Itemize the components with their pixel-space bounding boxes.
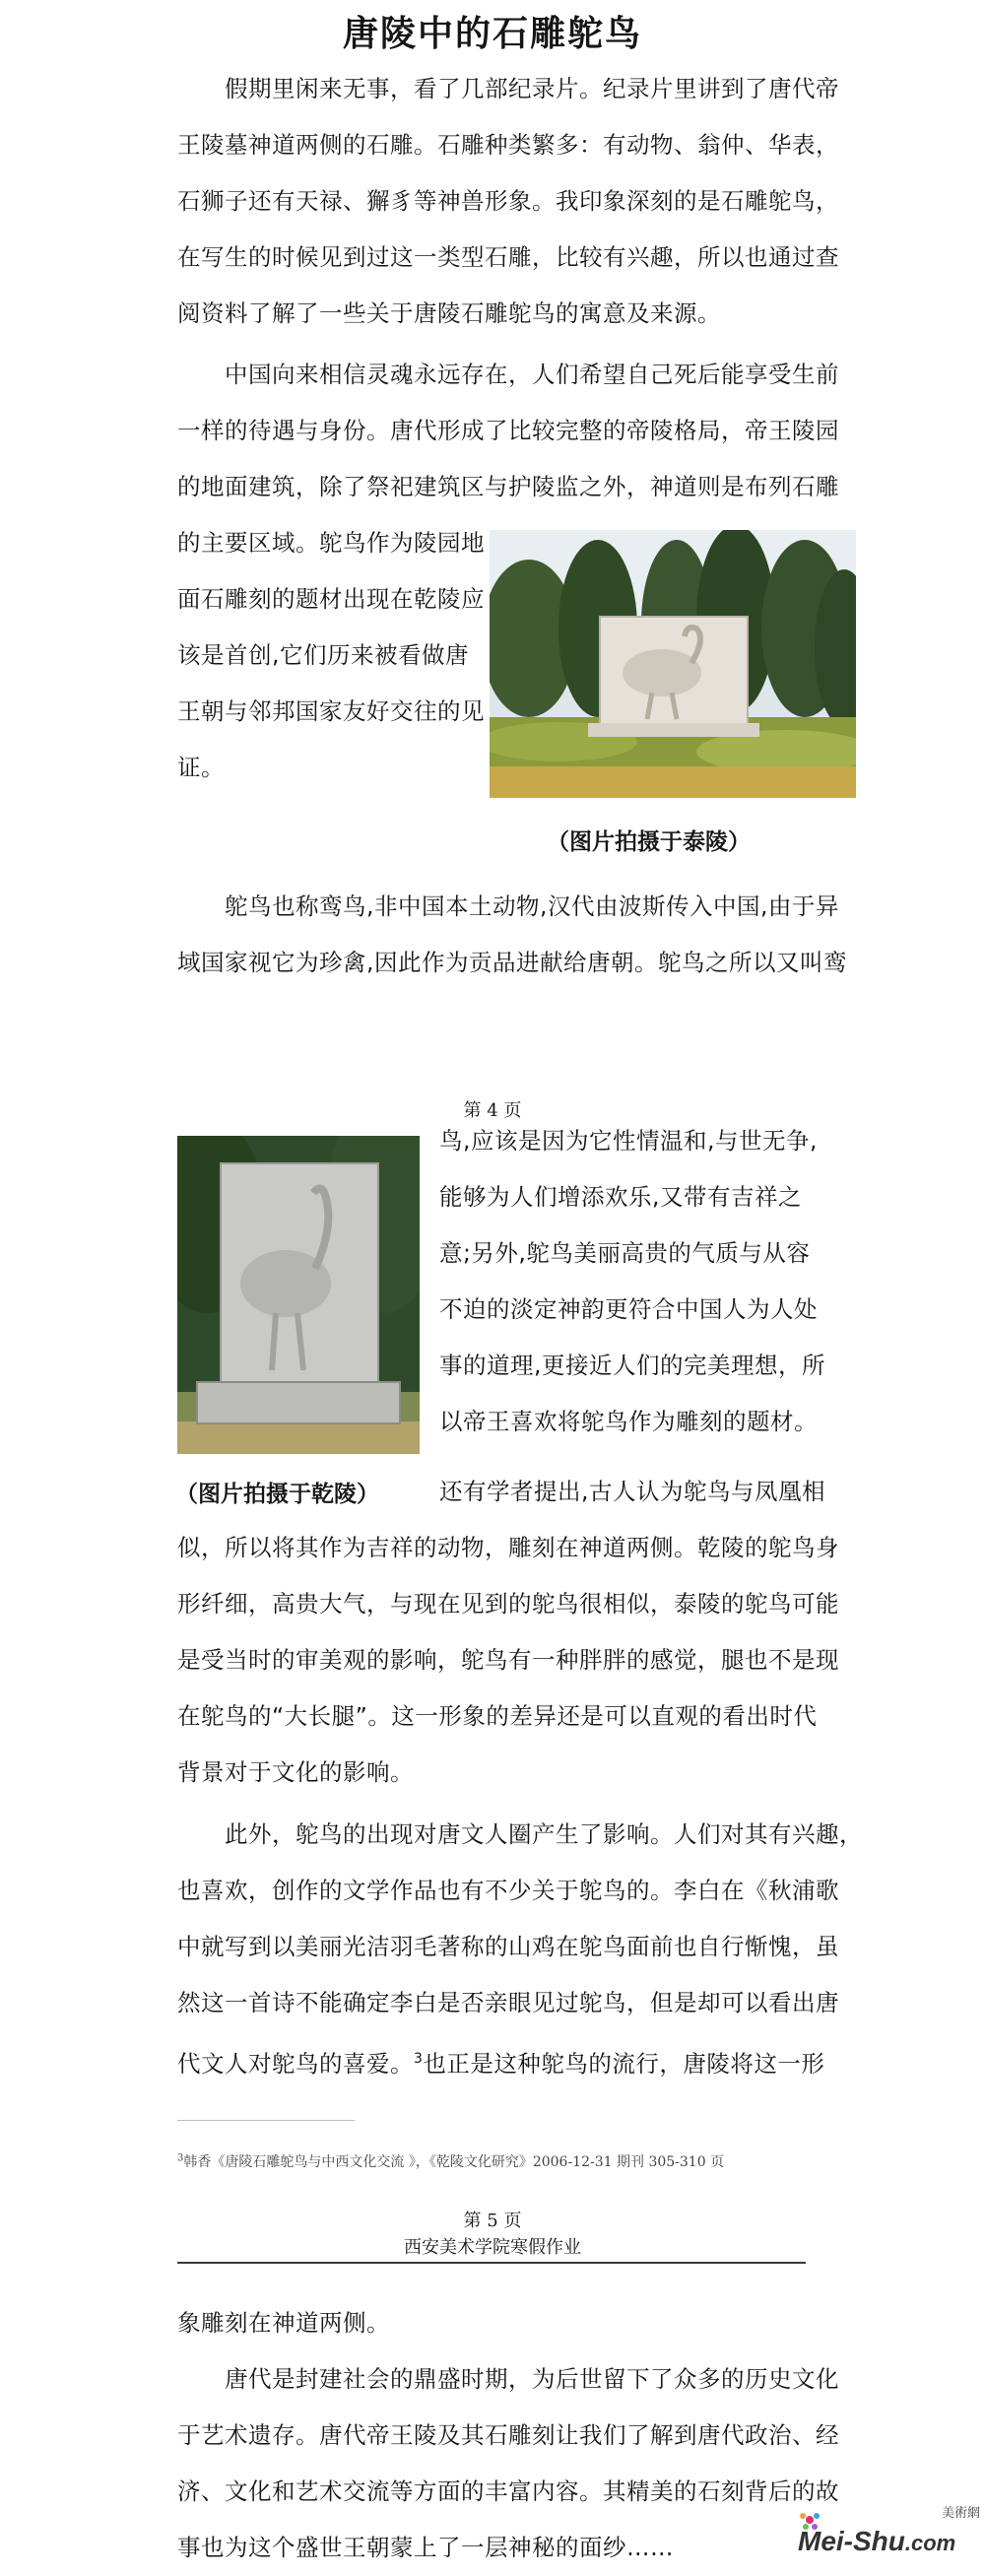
- text-line: 还有学者提出,古人认为鸵鸟与凤凰相: [439, 1478, 825, 1505]
- paragraph-comparison: [177, 1520, 839, 1801]
- watermark-small-text: 美術網: [941, 2505, 980, 2520]
- footer-school: 西安美术学院寒假作业: [404, 2237, 581, 2258]
- text-line: 中国向来相信灵魂永远存在，人们希望自己死后能享受生前: [177, 361, 839, 388]
- footer-rule: [177, 2262, 806, 2264]
- paragraph-meaning: [439, 1113, 825, 1450]
- text-line: 意;另外,鸵鸟美丽高贵的气质与从容: [439, 1239, 811, 1267]
- text-line: 以帝王喜欢将鸵鸟作为雕刻的题材。: [439, 1408, 818, 1435]
- footnote-ref[interactable]: 3: [414, 2051, 424, 2067]
- paragraph-origin: [177, 879, 847, 991]
- text-line: 面石雕刻的题材出现在乾陵应: [177, 585, 485, 613]
- text-line: 唐代是封建社会的鼎盛时期，为后世留下了众多的历史文化: [177, 2365, 839, 2393]
- text-line: 证。: [177, 754, 225, 781]
- footnote-mark: 3: [177, 2152, 184, 2164]
- text-line: 形纤细，高贵大气，与现在见到的鸵鸟很相似，泰陵的鸵鸟可能: [177, 1590, 839, 1618]
- paragraph-intro: [177, 61, 839, 342]
- text-line: 不迫的淡定神韵更符合中国人为人处: [439, 1295, 818, 1323]
- text-line: 似，所以将其作为吉祥的动物，雕刻在神道两侧。乾陵的鸵鸟身: [177, 1534, 839, 1561]
- footnote-separator: [177, 2120, 355, 2121]
- text-line: [177, 2031, 825, 2092]
- text-line: 的地面建筑，除了祭祀建筑区与护陵监之外，神道则是布列石雕: [177, 473, 839, 500]
- text-line: 王陵墓神道两侧的石雕。石雕种类繁多：有动物、翁仲、华表，: [177, 131, 839, 159]
- paragraph-conclusion-lead: [177, 2295, 808, 2351]
- text-line: 中就写到以美丽光洁羽毛著称的山鸡在鸵鸟面前也自行惭愧，虽: [177, 1933, 839, 1960]
- text-line: 于艺术遗存。唐代帝王陵及其石雕刻让我们了解到唐代政治、经: [177, 2421, 839, 2449]
- text-line: 王朝与邻邦国家友好交往的见: [177, 697, 485, 725]
- text-line: 能够为人们增添欢乐,又带有吉祥之: [439, 1183, 802, 1211]
- text-line: 一样的待遇与身份。唐代形成了比较完整的帝陵格局，帝王陵园: [177, 417, 839, 444]
- text-line: 在写生的时候见到过这一类型石雕，比较有兴趣，所以也通过查: [177, 243, 839, 271]
- text-line: 鸟,应该是因为它性情温和,与世无争,: [439, 1127, 818, 1155]
- photo-tailing-ostrich: [490, 530, 856, 798]
- text-line: 域国家视它为珍禽,因此作为贡品进献给唐朝。鸵鸟之所以又叫鸾: [177, 949, 847, 976]
- text-line: 事也为这个盛世王朝蒙上了一层神秘的面纱……: [177, 2534, 674, 2561]
- text-line: 该是首创,它们历来被看做唐: [177, 641, 469, 669]
- photo-caption: （图片拍摄于泰陵）: [547, 829, 751, 855]
- text-line: 是受当时的审美观的影响，鸵鸟有一种胖胖的感觉，腿也不是现: [177, 1646, 839, 1674]
- text-line: 此外，鸵鸟的出现对唐文人圈产生了影响。人们对其有兴趣，: [177, 1820, 863, 1848]
- text-line: 象雕刻在神道两侧。: [177, 2309, 390, 2337]
- text-line: 阅资料了解了一些关于唐陵石雕鸵鸟的寓意及来源。: [177, 299, 721, 327]
- page-number: 第 4 页: [463, 1100, 522, 1121]
- text-line: 的主要区域。鸵鸟作为陵园地: [177, 529, 485, 557]
- photo-caption: （图片拍摄于乾陵）: [175, 1482, 379, 1507]
- text-line: 在鸵鸟的“大长腿”。这一形象的差异还是可以直观的看出时代: [177, 1702, 818, 1730]
- text-line: 事的道理,更接近人们的完美理想，所: [439, 1352, 825, 1379]
- text-line: 然这一首诗不能确定李白是否亲眼见过鸵鸟，但是却可以看出唐: [177, 1989, 839, 2016]
- text-line: 也喜欢，创作的文学作品也有不少关于鸵鸟的。李白在《秋浦歌: [177, 1877, 839, 1904]
- text-line: 假期里闲来无事，看了几部纪录片。纪录片里讲到了唐代帝: [177, 75, 839, 102]
- page-number: 第 5 页: [463, 2211, 522, 2231]
- paragraph-literati: [177, 1807, 863, 2092]
- text-line: 背景对于文化的影响。: [177, 1758, 414, 1786]
- text-line: 济、文化和艺术交流等方面的丰富内容。其精美的石刻背后的故: [177, 2477, 839, 2505]
- paragraph-conclusion: [177, 2351, 839, 2576]
- page-title: 唐陵中的石雕鸵鸟: [342, 14, 642, 54]
- text-fragment: 也正是这种鸵鸟的流行，唐陵将这一形: [423, 2049, 825, 2078]
- watermark-suffix-text: .com: [904, 2531, 956, 2555]
- text-fragment: 代文人对鸵鸟的喜爱。: [177, 2049, 414, 2078]
- photo-qianling-ostrich: [177, 1136, 420, 1454]
- watermark-logo: [798, 2502, 980, 2565]
- footnote: [177, 2151, 724, 2171]
- watermark-main-text: Mei-Shu: [798, 2526, 905, 2556]
- text-line: 石狮子还有天禄、獬豸等神兽形象。我印象深刻的是石雕鸵鸟，: [177, 187, 839, 215]
- text-line: 鸵鸟也称鸾鸟,非中国本土动物,汉代由波斯传入中国,由于异: [177, 892, 839, 920]
- footnote-text: 韩香《唐陵石雕鸵鸟与中西文化交流 》，《乾陵文化研究》2006-12-31 期刊 305-310 页: [183, 2154, 725, 2170]
